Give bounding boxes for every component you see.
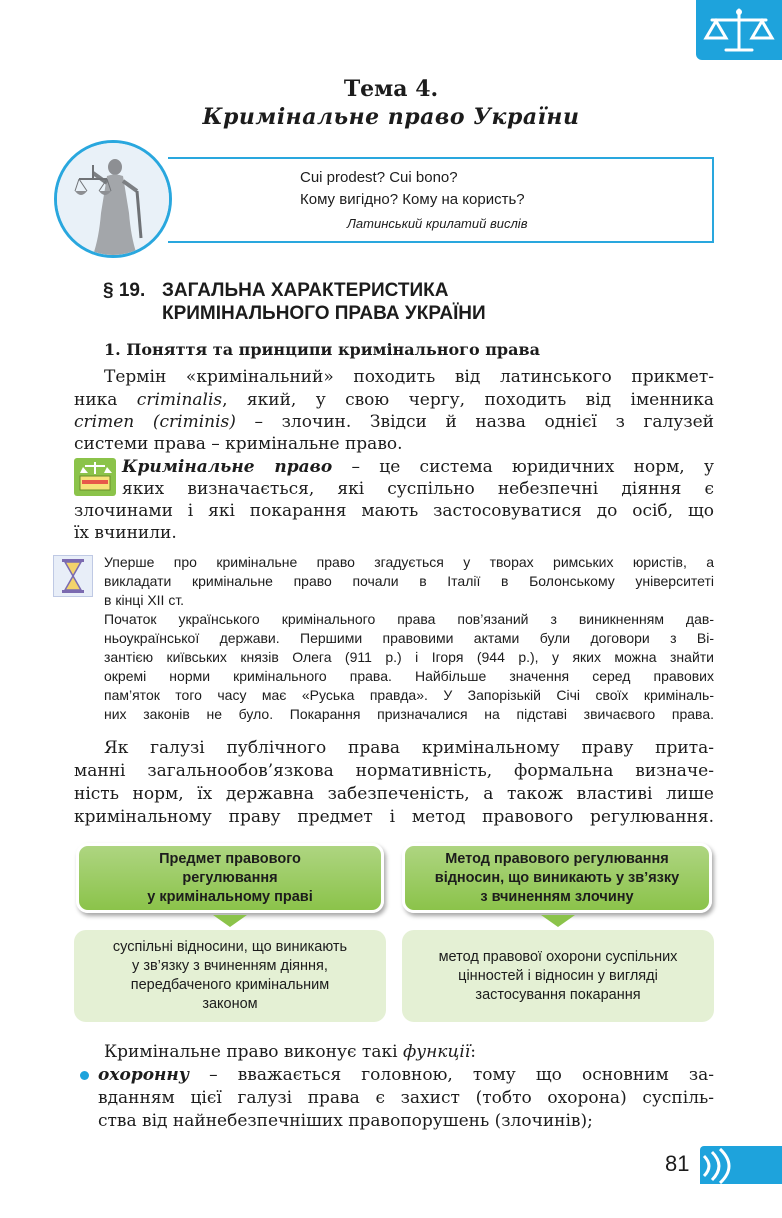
definition-book-icon [74, 458, 116, 496]
bullet-icon [80, 1071, 89, 1080]
functions-term: функції [402, 1042, 471, 1062]
definition-line: їх вчинили. [74, 523, 177, 543]
topic-number: Тема 4. [343, 76, 439, 102]
list-item: охоронну – вважається головною, тому що основним за- [98, 1065, 714, 1085]
paragraph-line: манні загальнообов’язкова нормативність, формальна визначе- [74, 761, 714, 781]
section-number: § 19. [103, 280, 146, 301]
diagram-right-body: метод правової охорони суспільних цінностей і відносин у вигляді застосування покарання [402, 930, 714, 1022]
definition-term: Кримінальне право [122, 457, 333, 477]
history-line: в кінці XII ст. [104, 592, 185, 608]
paragraph-line: ника criminalis, який, у свою чергу, походить від іменника [74, 390, 714, 410]
subsection-title: 1. Поняття та принципи кримінального права [104, 340, 540, 359]
paragraph-line: Як галузі публічного права кримінальному праву прита- [104, 738, 714, 758]
function-term: охоронну [98, 1065, 189, 1085]
page-number: 81 [665, 1151, 690, 1176]
history-line: них законів не було. Покарання призначалися на підставі звичаєвого права. [104, 706, 714, 722]
history-line: ньоукраїнської держави. Першими правовими актами були договори з Ві- [104, 630, 714, 646]
latin-term: crimen (criminis) [74, 412, 236, 432]
history-line: зантією київських князів Олега (911 р.) і Ігоря (944 р.), у яких можна знайти [104, 649, 714, 665]
definition-line: злочинами і які покарання мають застосовуватися до осіб, що [74, 501, 714, 521]
latin-term: criminalis [136, 390, 223, 410]
epigraph-source: Латинський крилатий вислів [347, 216, 528, 231]
diagram-right-title: Метод правового регулювання відносин, що виникають у зв’язку з вчиненням злочину [402, 843, 712, 913]
history-line: пам’яток того часу має «Руська правда». У Запорізькій Січі своїх криміналь- [104, 687, 714, 703]
paragraph-line: Кримінальне право виконує такі функції: [104, 1042, 476, 1062]
paragraph-line: crimen (criminis) – злочин. Звідси й назва однієї з галузей [74, 412, 714, 432]
definition-line: яких визначається, які суспільно небезпечні діяння є [122, 479, 714, 499]
paragraph-line: Термін «кримінальний» походить від латинського прикмет- [104, 367, 714, 387]
history-line: викладати кримінальне право почали в Італії в Болонському університеті [104, 573, 714, 589]
paragraph-line: кримінальному праву предмет і метод правового регулювання. [74, 807, 714, 827]
themis-statue-icon [57, 143, 169, 255]
topic-title: Кримінальне право України [202, 104, 580, 130]
definition-line: Кримінальне право – це система юридичних норм, у [122, 457, 714, 477]
corner-tab [696, 0, 782, 60]
section-title-line2: КРИМІНАЛЬНОГО ПРАВА УКРАЇНИ [162, 303, 486, 324]
hourglass-icon [53, 555, 93, 597]
diagram-left-title: Предмет правового регулювання у кримінальному праві [76, 843, 384, 913]
epigraph-image [54, 140, 172, 258]
list-item-line: вданням цієї галузі права є захист (тобто охорона) суспіль- [98, 1088, 714, 1108]
arrow-down-icon [213, 915, 247, 927]
history-line: Уперше про кримінальне право згадується у творах римських юристів, а [104, 554, 714, 570]
diagram-left-body: суспільні відносини, що виникають у зв’язку з вчиненням діяння, передбаченого кримінальним законом [74, 930, 386, 1022]
history-line: окремі норми кримінального права. Найбільше значення серед правових [104, 668, 714, 684]
history-line: Початок українського кримінального права пов’язаний з виникненням дав- [104, 611, 714, 627]
paragraph-line: системи права – кримінальне право. [74, 434, 403, 454]
list-item-line: ства від найнебезпечніших правопорушень (злочинів); [98, 1111, 593, 1131]
arrow-down-icon [541, 915, 575, 927]
epigraph-translation: Кому вигідно? Кому на користь? [300, 191, 525, 208]
epigraph-latin: Cui prodest? Cui bono? [300, 169, 458, 186]
signal-waves-icon [700, 1146, 782, 1184]
scales-icon [696, 0, 782, 60]
section-title-line1: ЗАГАЛЬНА ХАРАКТЕРИСТИКА [162, 280, 449, 301]
paragraph-line: ність норм, їх державна забезпеченість, а також властиві лише [74, 784, 714, 804]
